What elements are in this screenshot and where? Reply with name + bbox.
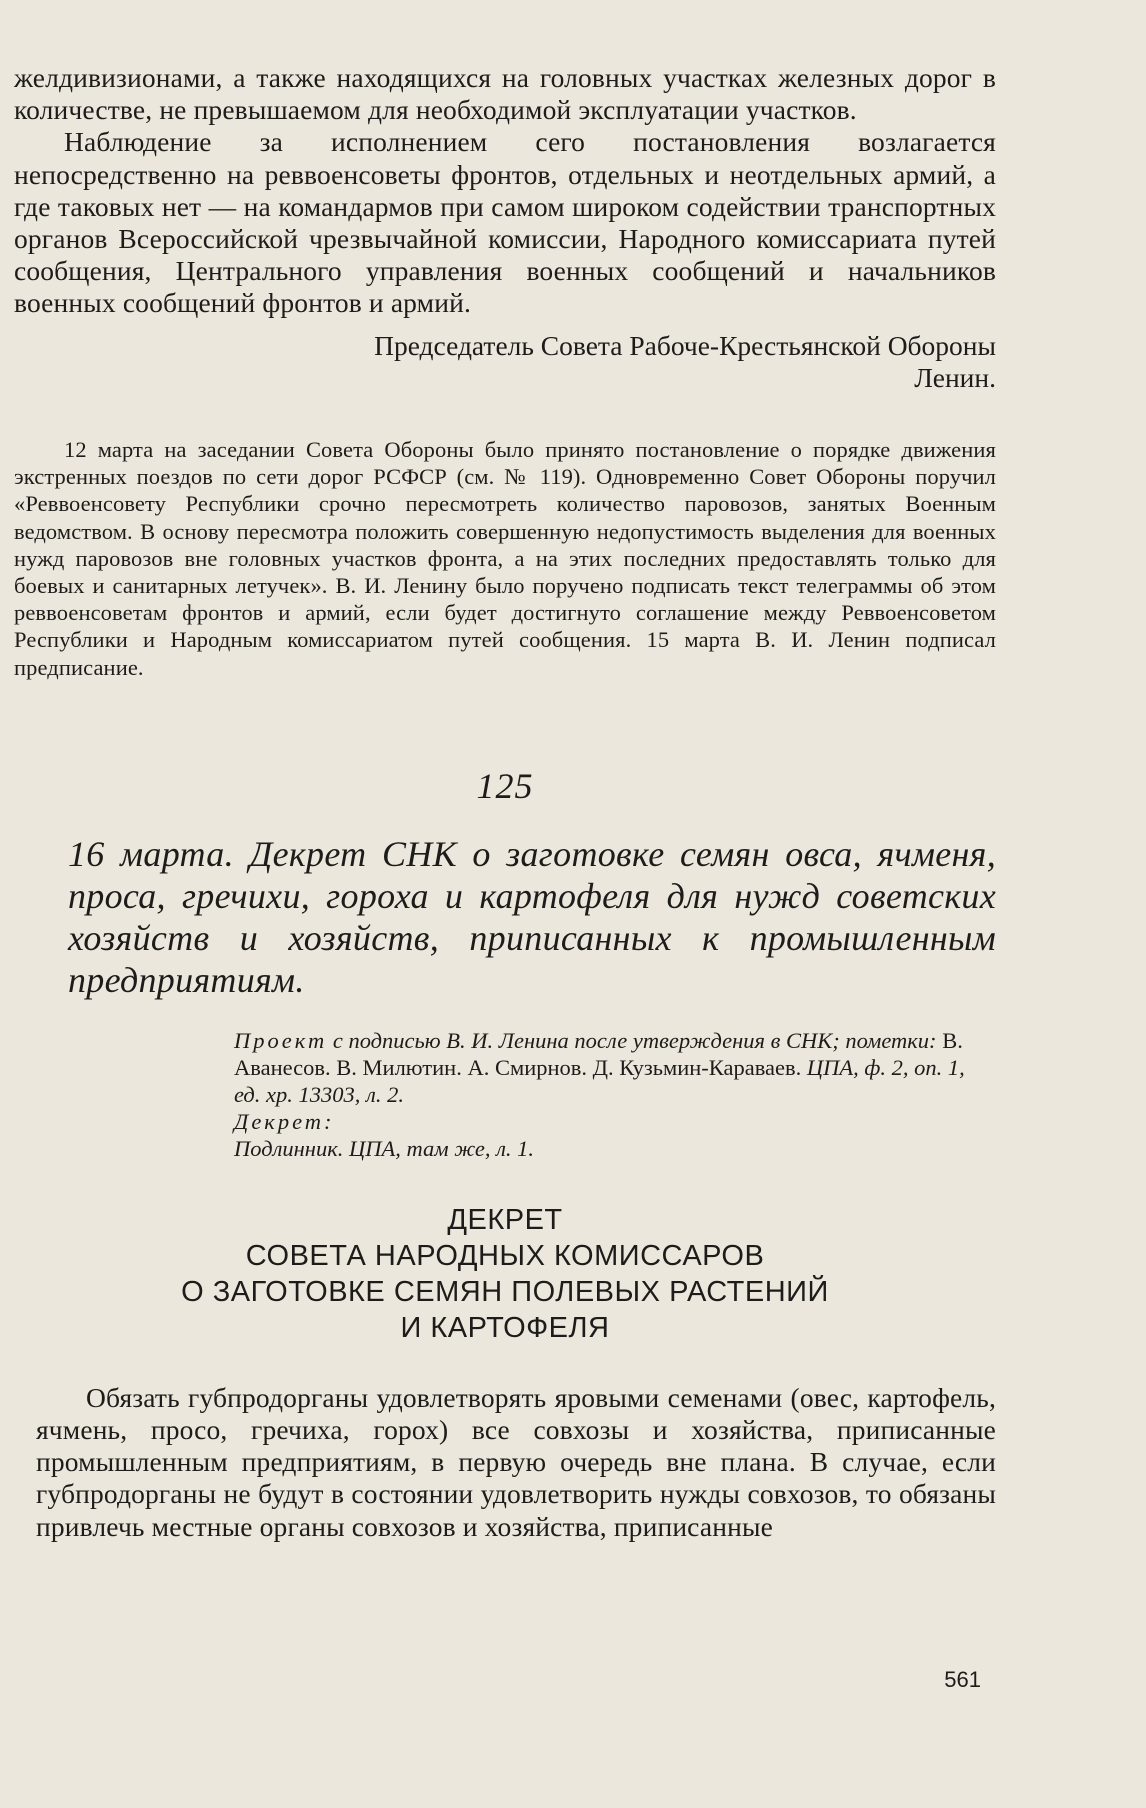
decree-paragraph: Обязать губпродорганы удовлетворять яровыми семенами (овес, картофель, ячмень, просо, гречиха, горох) все совхозы и хозяйства, приписанные промышленным предприятиям, в первую очередь вне плана. В случае, если губпродорганы не будут в состоянии удовлетворить нужды совхозов, то обязаны привлечь местные органы совхозов и хозяйства, приписанные bbox=[36, 1381, 996, 1542]
decree-title-line: ДЕКРЕТ bbox=[447, 1203, 563, 1236]
archival-marks-names: В. Аванесов. В. Милютин. А. Смирнов. Д. Кузьмин-Караваев. bbox=[234, 1027, 963, 1080]
decree-title-line: И КАРТОФЕЛЯ bbox=[400, 1311, 610, 1344]
decree-body bbox=[14, 1382, 996, 1543]
decree-title-line: О ЗАГОТОВКЕ СЕМЯН ПОЛЕВЫХ РАСТЕНИЙ bbox=[181, 1275, 829, 1308]
document-heading: 16 марта. Декрет СНК о заготовке семян овса, ячменя, проса, гречихи, гороха и картофеля для нужд советских хозяйств и хозяйств, приписанных к промышленным предприятиям. bbox=[68, 833, 996, 1000]
signature-name: Ленин. bbox=[914, 361, 996, 393]
signature-block bbox=[14, 330, 996, 394]
archival-decree-source: Подлинник. ЦПА, там же, л. 1. bbox=[234, 1135, 535, 1161]
signature-title: Председатель Совета Рабоче-Крестьянской Обороны bbox=[374, 329, 996, 361]
page-number: 561 bbox=[944, 1667, 981, 1692]
archival-project-line bbox=[234, 1027, 996, 1108]
decree-title bbox=[14, 1202, 996, 1346]
document-number: 125 bbox=[476, 765, 534, 806]
paragraph-continued: желдивизионами, а также находящихся на головных участках железных дорог в количестве, не превышаемом для необходимой эксплуатации участков. bbox=[14, 62, 996, 126]
top-text bbox=[14, 62, 996, 320]
archival-project-label: Проект bbox=[234, 1027, 328, 1053]
archival-project-text: с подписью В. И. Ленина после утверждения в СНК; пометки: bbox=[332, 1027, 937, 1053]
paragraph-supervision: Наблюдение за исполнением сего постановления возлагается непосредственно на реввоенсоветы фронтов, отдельных и неотдельных армий, а где таковых нет — на командармов при самом широком содействии транспортных органов Всероссийской чрезвычайной комиссии, Народного комиссариата путей сообщения, Центрального управления военных сообщений и начальников военных сообщений фронтов и армий. bbox=[14, 126, 996, 319]
archival-project-source: ЦПА, ф. 2, оп. 1, ед. хр. 13303, л. 2. bbox=[234, 1054, 965, 1107]
decree-title-line: СОВЕТА НАРОДНЫХ КОМИССАРОВ bbox=[245, 1239, 765, 1272]
editorial-note: 12 марта на заседании Совета Обороны было принято постановление о порядке движения экстренных поездов по сети дорог РСФСР (см. № 119). Одновременно Совет Обороны поручил «Реввоенсовету Республики срочно пересмотреть количество паровозов, занятых Военным ведомством. В основу пересмотра положить совершенную недопустимость выделения для военных нужд паровозов вне головных участков фронта, а на этих последних предоставлять только для боевых и санитарных летучек». В. И. Ленину было поручено подписать текст телеграммы об этом реввоенсоветам фронтов и армий, если будет достигнуто соглашение между Реввоенсоветом Республики и Народным комиссариатом путей сообщения. 15 марта В. И. Ленин подписал предписание. bbox=[14, 437, 996, 680]
archival-decree-label: Декрет: bbox=[234, 1108, 335, 1134]
archival-info bbox=[14, 1027, 996, 1162]
